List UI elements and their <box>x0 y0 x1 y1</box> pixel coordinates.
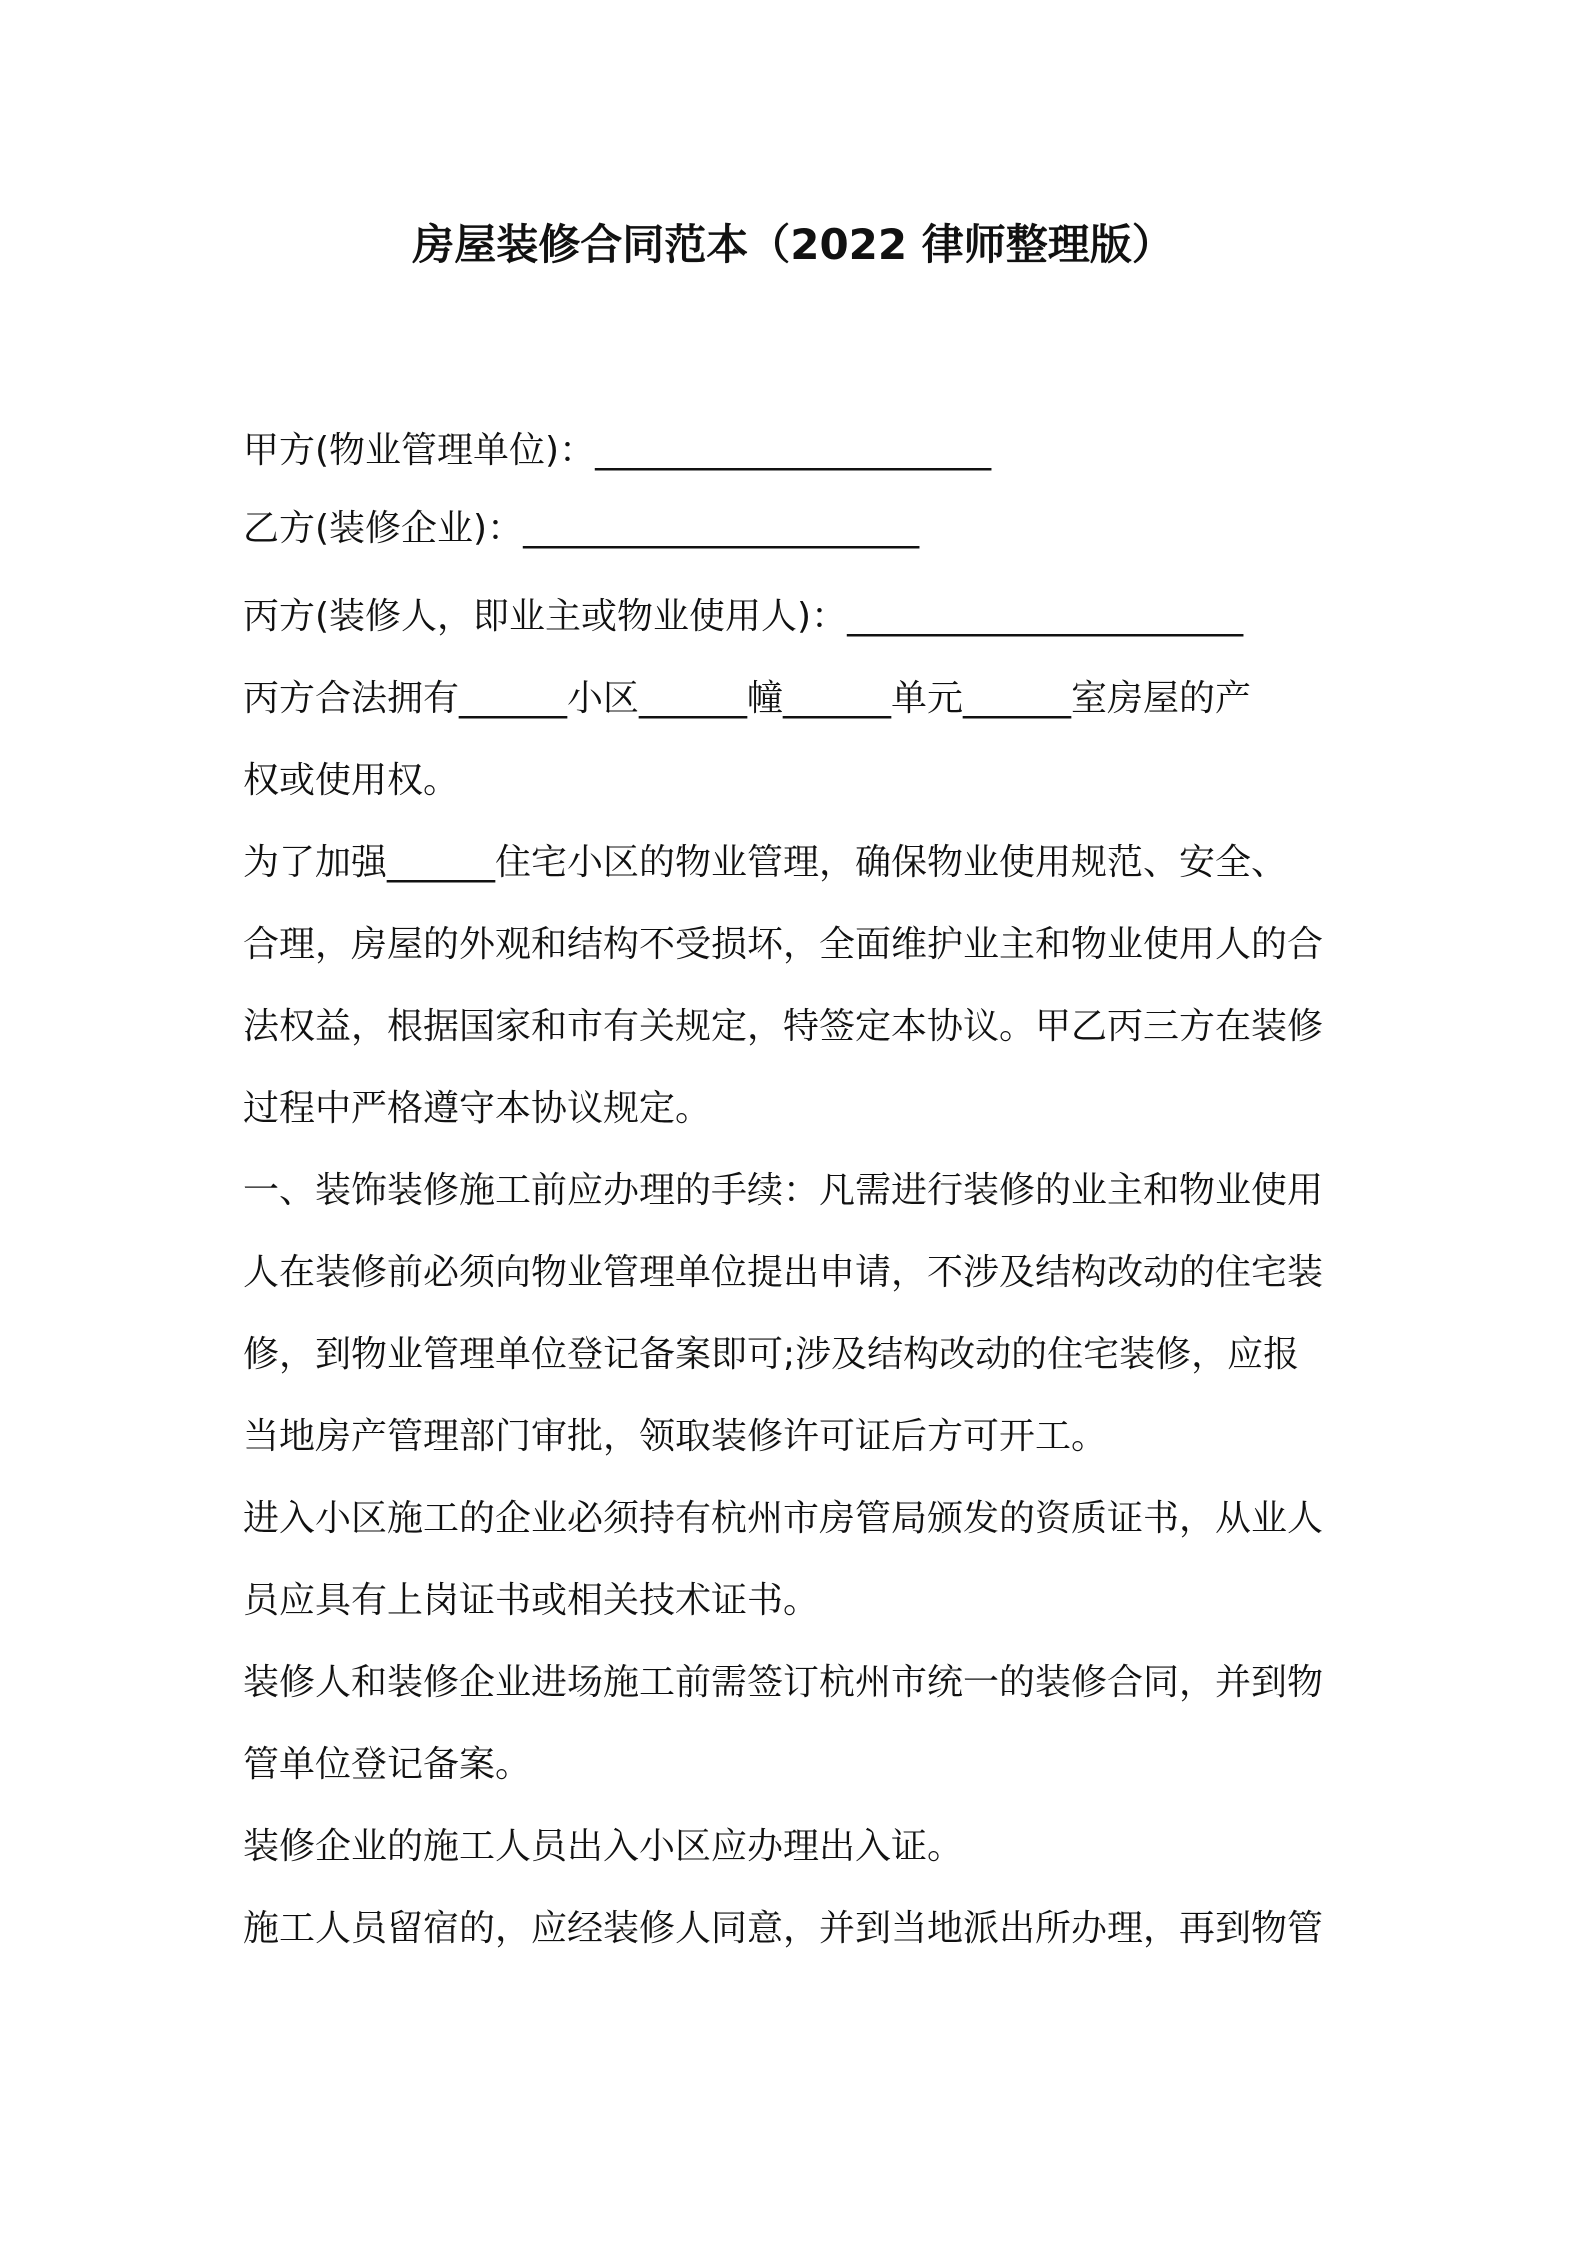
paragraph-line: 员应具有上岗证书或相关技术证书。 <box>243 1580 820 1621</box>
document-body <box>243 412 1363 1970</box>
paragraph-line: 过程中严格遵守本协议规定。 <box>243 1088 712 1129</box>
party-c-line: 丙方(装修人，即业主或物业使用人)：______________________ <box>243 596 1244 637</box>
paragraph-line: 法权益，根据国家和市有关规定，特签定本协议。甲乙丙三方在装修 <box>243 1006 1324 1047</box>
paragraph-line: 一、装饰装修施工前应办理的手续：凡需进行装修的业主和物业使用 <box>243 1170 1324 1211</box>
paragraph-line: 装修企业的施工人员出入小区应办理出入证。 <box>243 1826 964 1867</box>
paragraph-line: 人在装修前必须向物业管理单位提出申请，不涉及结构改动的住宅装 <box>243 1252 1324 1293</box>
document-title: 房屋装修合同范本（2022 律师整理版） <box>412 220 1174 269</box>
paragraph-line: 施工人员留宿的，应经装修人同意，并到当地派出所办理，再到物管 <box>243 1908 1324 1949</box>
party-b-line: 乙方(装修企业)：______________________ <box>243 508 920 549</box>
paragraph-line: 装修人和装修企业进场施工前需签订杭州市统一的装修合同，并到物 <box>243 1662 1324 1703</box>
paragraph-line: 当地房产管理部门审批，领取装修许可证后方可开工。 <box>243 1416 1108 1457</box>
party-a-line: 甲方(物业管理单位)：______________________ <box>243 430 992 471</box>
paragraph-line: 进入小区施工的企业必须持有杭州市房管局颁发的资质证书，从业人 <box>243 1498 1324 1539</box>
paragraph-line: 管单位登记备案。 <box>243 1744 532 1785</box>
paragraph-line: 权或使用权。 <box>243 760 460 801</box>
paragraph-line: 修，到物业管理单位登记备案即可;涉及结构改动的住宅装修，应报 <box>243 1334 1300 1375</box>
paragraph-line: 合理，房屋的外观和结构不受损坏，全面维护业主和物业使用人的合 <box>243 924 1324 965</box>
paragraph-line: 丙方合法拥有______小区______幢______单元______室房屋的产 <box>243 678 1252 719</box>
paragraph-line: 为了加强______住宅小区的物业管理，确保物业使用规范、安全、 <box>243 842 1288 883</box>
